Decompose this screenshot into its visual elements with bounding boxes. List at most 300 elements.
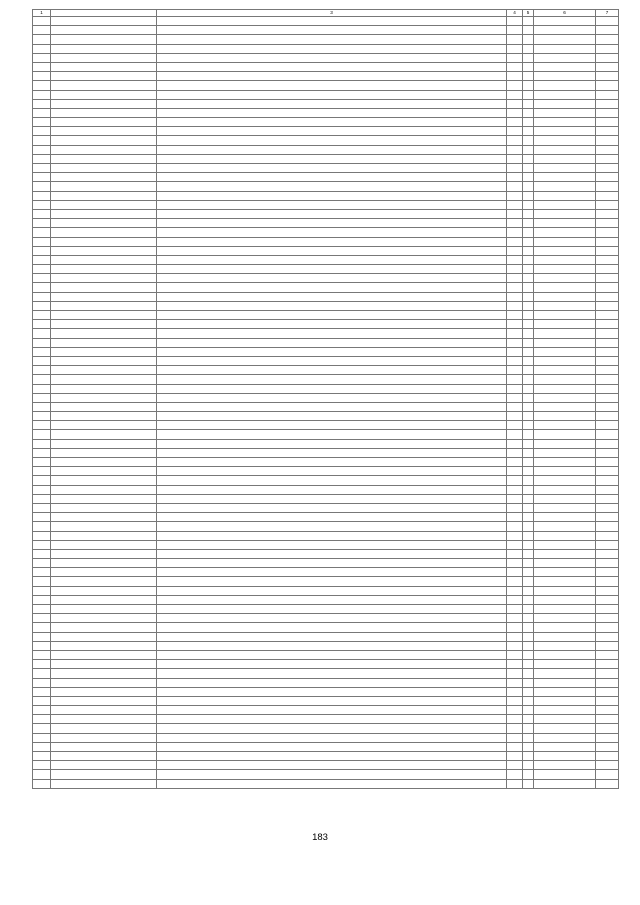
table-cell <box>157 742 507 751</box>
table-cell <box>51 320 157 329</box>
table-cell <box>33 118 51 127</box>
table-cell <box>596 623 619 632</box>
table-cell <box>157 549 507 558</box>
table-cell <box>157 127 507 136</box>
table-cell <box>534 577 596 586</box>
table-cell <box>157 531 507 540</box>
table-cell <box>596 311 619 320</box>
table-cell <box>51 678 157 687</box>
table-cell <box>51 200 157 209</box>
table-cell <box>33 467 51 476</box>
table-row <box>33 439 619 448</box>
table-cell <box>507 706 523 715</box>
table-row <box>33 540 619 549</box>
table-cell <box>596 255 619 264</box>
table-cell <box>507 17 523 26</box>
table-cell <box>523 237 534 246</box>
table-cell <box>507 669 523 678</box>
table-cell <box>534 430 596 439</box>
table-row <box>33 715 619 724</box>
table-cell <box>507 292 523 301</box>
table-cell <box>596 467 619 476</box>
table-cell <box>523 485 534 494</box>
table-cell <box>596 72 619 81</box>
table-cell <box>33 393 51 402</box>
table-row <box>33 724 619 733</box>
table-cell <box>33 283 51 292</box>
table-cell <box>33 458 51 467</box>
table-cell <box>51 81 157 90</box>
table-cell <box>51 577 157 586</box>
table-cell <box>157 108 507 117</box>
table-cell <box>507 246 523 255</box>
table-cell <box>534 761 596 770</box>
table-cell <box>157 733 507 742</box>
table-cell <box>157 393 507 402</box>
table-cell <box>33 485 51 494</box>
table-cell <box>51 531 157 540</box>
table-cell <box>534 366 596 375</box>
table-cell <box>507 458 523 467</box>
table-cell <box>523 412 534 421</box>
table-cell <box>33 430 51 439</box>
table-cell <box>534 35 596 44</box>
table-cell <box>596 338 619 347</box>
table-cell <box>523 549 534 558</box>
table-cell <box>157 577 507 586</box>
table-cell <box>507 62 523 71</box>
table-cell <box>523 219 534 228</box>
table-cell <box>33 752 51 761</box>
table-cell <box>51 586 157 595</box>
table-cell <box>596 742 619 751</box>
table-row <box>33 81 619 90</box>
table-cell <box>157 669 507 678</box>
table-cell <box>523 586 534 595</box>
table-cell <box>51 770 157 779</box>
table-cell <box>523 402 534 411</box>
table-row <box>33 577 619 586</box>
table-cell <box>33 476 51 485</box>
table-cell <box>51 246 157 255</box>
table-cell <box>523 44 534 53</box>
table-cell <box>157 485 507 494</box>
table-cell <box>596 650 619 659</box>
table-cell <box>534 72 596 81</box>
table-cell <box>157 586 507 595</box>
table-cell <box>33 375 51 384</box>
table-cell <box>157 660 507 669</box>
table-cell <box>523 255 534 264</box>
table-cell <box>51 412 157 421</box>
table-cell <box>596 421 619 430</box>
table-row <box>33 531 619 540</box>
table-cell <box>157 338 507 347</box>
table-cell <box>596 154 619 163</box>
table-row <box>33 136 619 145</box>
table-cell <box>523 62 534 71</box>
table-row <box>33 485 619 494</box>
table-cell <box>157 154 507 163</box>
table-cell <box>33 706 51 715</box>
table-cell <box>33 605 51 614</box>
table-cell <box>507 356 523 365</box>
table-cell <box>33 182 51 191</box>
table-cell <box>51 779 157 788</box>
table-cell <box>507 366 523 375</box>
table-cell <box>596 35 619 44</box>
table-cell <box>157 145 507 154</box>
table-cell <box>596 44 619 53</box>
table-row <box>33 733 619 742</box>
table-cell <box>534 623 596 632</box>
table-cell <box>157 191 507 200</box>
table-cell <box>523 393 534 402</box>
table-cell <box>507 154 523 163</box>
table-cell <box>157 522 507 531</box>
table-cell <box>33 448 51 457</box>
table-cell <box>51 17 157 26</box>
table-cell <box>523 614 534 623</box>
table-cell <box>534 338 596 347</box>
table-cell <box>523 641 534 650</box>
table-cell <box>157 761 507 770</box>
table-cell <box>157 347 507 356</box>
table-cell <box>507 614 523 623</box>
table-cell <box>523 476 534 485</box>
table-row <box>33 678 619 687</box>
table-cell <box>157 182 507 191</box>
table-cell <box>507 329 523 338</box>
table-cell <box>596 559 619 568</box>
table-cell <box>157 706 507 715</box>
table-cell <box>534 559 596 568</box>
table-cell <box>157 320 507 329</box>
table-cell <box>51 191 157 200</box>
table-cell <box>507 255 523 264</box>
table-cell <box>33 540 51 549</box>
table-cell <box>523 145 534 154</box>
table-cell <box>157 255 507 264</box>
table-cell <box>507 127 523 136</box>
table-cell <box>534 632 596 641</box>
table-cell <box>157 99 507 108</box>
table-cell <box>51 522 157 531</box>
table-cell <box>507 72 523 81</box>
table-cell <box>51 356 157 365</box>
table-row <box>33 191 619 200</box>
table-cell <box>507 595 523 604</box>
table-cell <box>33 237 51 246</box>
table-cell <box>523 503 534 512</box>
table-cell <box>51 265 157 274</box>
column-header: 1 <box>33 10 51 17</box>
table-cell <box>596 503 619 512</box>
table-cell <box>51 311 157 320</box>
table-cell <box>523 779 534 788</box>
table-row <box>33 549 619 558</box>
table-cell <box>51 108 157 117</box>
document-sheet <box>32 9 618 789</box>
table-row <box>33 402 619 411</box>
table-row <box>33 99 619 108</box>
table-cell <box>157 237 507 246</box>
table-cell <box>534 301 596 310</box>
table-cell <box>596 191 619 200</box>
table-cell <box>33 439 51 448</box>
table-cell <box>157 173 507 182</box>
table-row <box>33 687 619 696</box>
table-cell <box>523 540 534 549</box>
table-cell <box>596 632 619 641</box>
table-cell <box>534 503 596 512</box>
table-cell <box>534 724 596 733</box>
table-cell <box>596 660 619 669</box>
table-cell <box>523 568 534 577</box>
table-cell <box>507 586 523 595</box>
table-cell <box>534 26 596 35</box>
table-cell <box>534 595 596 604</box>
table-cell <box>507 733 523 742</box>
table-cell <box>523 154 534 163</box>
table-cell <box>157 35 507 44</box>
table-cell <box>157 72 507 81</box>
table-cell <box>534 219 596 228</box>
table-row <box>33 356 619 365</box>
table-cell <box>596 136 619 145</box>
table-cell <box>523 724 534 733</box>
table-cell <box>157 559 507 568</box>
table-cell <box>51 366 157 375</box>
table-cell <box>157 228 507 237</box>
table-row <box>33 182 619 191</box>
table-cell <box>51 182 157 191</box>
table-cell <box>523 338 534 347</box>
table-cell <box>534 265 596 274</box>
table-cell <box>596 26 619 35</box>
table-cell <box>33 687 51 696</box>
table-row <box>33 338 619 347</box>
table-cell <box>33 669 51 678</box>
table-cell <box>534 99 596 108</box>
table-cell <box>33 650 51 659</box>
table-cell <box>523 26 534 35</box>
table-cell <box>157 384 507 393</box>
table-row <box>33 632 619 641</box>
table-cell <box>157 26 507 35</box>
table-cell <box>51 35 157 44</box>
table-cell <box>534 53 596 62</box>
table-cell <box>33 191 51 200</box>
table-cell <box>33 770 51 779</box>
table-cell <box>596 219 619 228</box>
table-cell <box>596 752 619 761</box>
table-cell <box>507 724 523 733</box>
table-cell <box>33 72 51 81</box>
table-cell <box>157 779 507 788</box>
table-cell <box>523 448 534 457</box>
table-cell <box>596 17 619 26</box>
table-cell <box>157 375 507 384</box>
table-cell <box>534 439 596 448</box>
table-row <box>33 53 619 62</box>
table-cell <box>507 99 523 108</box>
table-cell <box>51 641 157 650</box>
table-cell <box>534 191 596 200</box>
table-cell <box>596 329 619 338</box>
table-cell <box>534 687 596 696</box>
table-cell <box>523 182 534 191</box>
table-cell <box>157 696 507 705</box>
table-cell <box>33 53 51 62</box>
table-cell <box>523 706 534 715</box>
table-cell <box>523 715 534 724</box>
table-cell <box>507 549 523 558</box>
table-cell <box>507 430 523 439</box>
table-cell <box>33 154 51 163</box>
table-cell <box>51 274 157 283</box>
table-cell <box>523 458 534 467</box>
table-cell <box>33 320 51 329</box>
table-cell <box>51 292 157 301</box>
table-row <box>33 301 619 310</box>
table-cell <box>534 586 596 595</box>
table-cell <box>157 136 507 145</box>
table-cell <box>507 402 523 411</box>
page-number: 183 <box>312 832 328 843</box>
works-table <box>32 9 619 789</box>
table-cell <box>534 320 596 329</box>
table-cell <box>33 17 51 26</box>
table-cell <box>157 219 507 228</box>
table-cell <box>507 678 523 687</box>
table-cell <box>157 209 507 218</box>
table-cell <box>596 320 619 329</box>
table-cell <box>507 338 523 347</box>
table-cell <box>534 494 596 503</box>
table-cell <box>534 311 596 320</box>
table-cell <box>596 375 619 384</box>
table-cell <box>534 540 596 549</box>
table-cell <box>51 26 157 35</box>
table-cell <box>157 329 507 338</box>
table-cell <box>51 660 157 669</box>
table-cell <box>51 53 157 62</box>
table-cell <box>33 200 51 209</box>
table-row <box>33 384 619 393</box>
table-cell <box>51 724 157 733</box>
table-cell <box>534 90 596 99</box>
table-row <box>33 614 619 623</box>
table-cell <box>596 301 619 310</box>
table-cell <box>596 568 619 577</box>
table-row <box>33 696 619 705</box>
table-row <box>33 237 619 246</box>
table-row <box>33 219 619 228</box>
table-cell <box>534 17 596 26</box>
table-cell <box>33 614 51 623</box>
table-cell <box>33 136 51 145</box>
table-cell <box>507 742 523 751</box>
table-cell <box>33 127 51 136</box>
table-cell <box>157 605 507 614</box>
table-cell <box>507 696 523 705</box>
table-cell <box>507 44 523 53</box>
table-cell <box>51 623 157 632</box>
table-row <box>33 605 619 614</box>
table-cell <box>51 173 157 182</box>
table-row <box>33 127 619 136</box>
table-cell <box>33 595 51 604</box>
table-cell <box>596 412 619 421</box>
table-cell <box>157 44 507 53</box>
table-cell <box>534 118 596 127</box>
table-cell <box>596 476 619 485</box>
table-cell <box>51 715 157 724</box>
table-row <box>33 347 619 356</box>
table-cell <box>507 200 523 209</box>
table-row <box>33 173 619 182</box>
table-cell <box>534 356 596 365</box>
table-cell <box>596 687 619 696</box>
table-cell <box>33 559 51 568</box>
table-cell <box>507 467 523 476</box>
table-row <box>33 145 619 154</box>
table-cell <box>157 632 507 641</box>
table-row <box>33 412 619 421</box>
table-cell <box>33 99 51 108</box>
table-cell <box>51 421 157 430</box>
table-cell <box>507 136 523 145</box>
table-cell <box>534 393 596 402</box>
table-cell <box>157 402 507 411</box>
table-cell <box>157 540 507 549</box>
table-cell <box>33 742 51 751</box>
table-cell <box>507 531 523 540</box>
table-cell <box>51 136 157 145</box>
table-header-row <box>33 10 619 17</box>
table-cell <box>534 770 596 779</box>
table-cell <box>523 311 534 320</box>
table-cell <box>596 540 619 549</box>
table-row <box>33 366 619 375</box>
table-row <box>33 761 619 770</box>
table-cell <box>596 678 619 687</box>
table-cell <box>596 53 619 62</box>
table-cell <box>534 164 596 173</box>
table-cell <box>534 209 596 218</box>
table-cell <box>534 412 596 421</box>
table-cell <box>33 219 51 228</box>
table-cell <box>596 62 619 71</box>
table-cell <box>33 724 51 733</box>
table-cell <box>33 577 51 586</box>
table-cell <box>523 108 534 117</box>
table-row <box>33 72 619 81</box>
table-cell <box>507 265 523 274</box>
table-cell <box>596 715 619 724</box>
table-cell <box>33 761 51 770</box>
table-cell <box>157 770 507 779</box>
table-cell <box>507 650 523 659</box>
table-cell <box>507 494 523 503</box>
table-cell <box>33 715 51 724</box>
table-cell <box>51 513 157 522</box>
table-cell <box>534 127 596 136</box>
table-cell <box>534 292 596 301</box>
table-cell <box>507 274 523 283</box>
table-cell <box>33 26 51 35</box>
